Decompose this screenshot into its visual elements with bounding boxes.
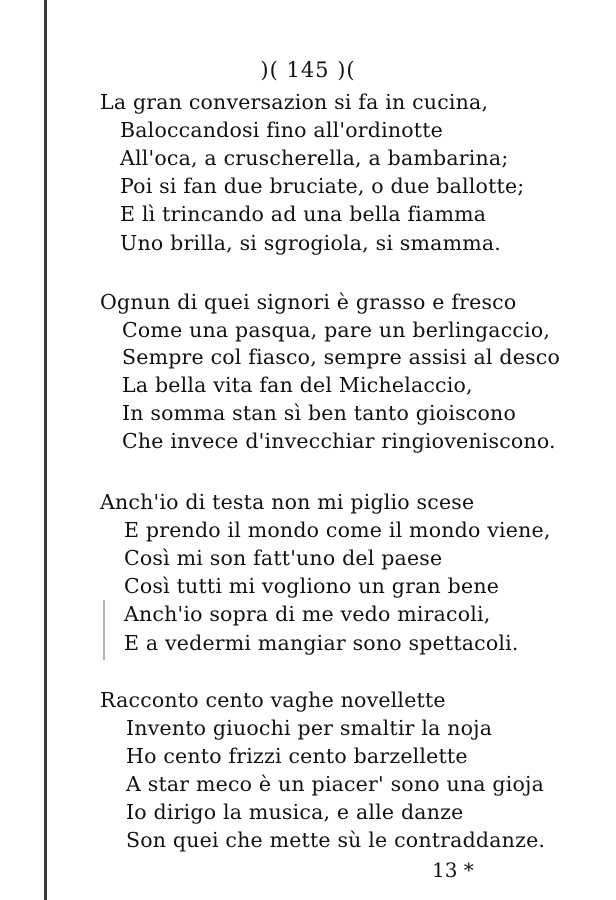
stanza-2-line-4: La bella vita fan del Michelaccio, — [122, 373, 473, 397]
stanza-1-line-6: Uno brilla, si sgrogiola, si smamma. — [120, 231, 501, 255]
stanza-2-line-5: In somma stan sì ben tanto gioiscono — [122, 401, 516, 425]
stanza-1-line-5: E lì trincando ad una bella fiamma — [120, 202, 487, 226]
stanza-4-line-1: Racconto cento vaghe novellette — [100, 688, 446, 712]
stanza-3-line-3: Così mi son fatt'uno del paese — [124, 546, 443, 570]
stanza-3-line-2: E prendo il mondo come il mondo viene, — [124, 518, 551, 542]
stanza-1-line-4: Poi si fan due bruciate, o due ballotte; — [120, 174, 525, 198]
stanza-1-line-3: All'oca, a cruscherella, a bambarina; — [120, 146, 509, 170]
stanza-4-line-3: Ho cento frizzi cento barzellette — [126, 744, 468, 768]
signature-mark: 13 * — [432, 858, 474, 882]
stanza-2-line-6: Che invece d'invecchiar ringioveniscono. — [122, 429, 556, 453]
stanza-2-line-2: Come una pasqua, pare un berlingaccio, — [122, 318, 551, 342]
stanza-2-line-3: Sempre col fiasco, sempre assisi al desco — [122, 345, 560, 369]
stanza-4-line-2: Invento giuochi per smaltir la noja — [126, 716, 493, 740]
stanza-4-line-4: A star meco è un piacer' sono una gioja — [126, 772, 545, 796]
stanza-3-line-6: E a vedermi mangiar sono spettacoli. — [124, 631, 519, 655]
stanza-2-line-1: Ognun di quei signori è grasso e fresco — [100, 290, 517, 314]
page-number-header: )( 145 )( — [260, 58, 356, 82]
stanza-4-line-5: Io dirigo la musica, e alle danze — [126, 800, 464, 824]
stanza-3-line-5: Anch'io sopra di me vedo miracoli, — [124, 602, 491, 626]
stanza-3-line-4: Così tutti mi vogliono un gran bene — [124, 574, 500, 598]
stanza-4-line-6: Son quei che mette sù le contraddanze. — [126, 828, 546, 852]
stanza-1-line-2: Baloccandosi fino all'ordinotte — [120, 118, 443, 142]
margin-pencil-mark-icon — [102, 600, 106, 660]
stanza-3-line-1: Anch'io di testa non mi piglio scese — [100, 490, 475, 514]
stanza-1-line-1: La gran conversazion si fa in cucina, — [100, 90, 489, 114]
binding-edge — [44, 0, 47, 900]
